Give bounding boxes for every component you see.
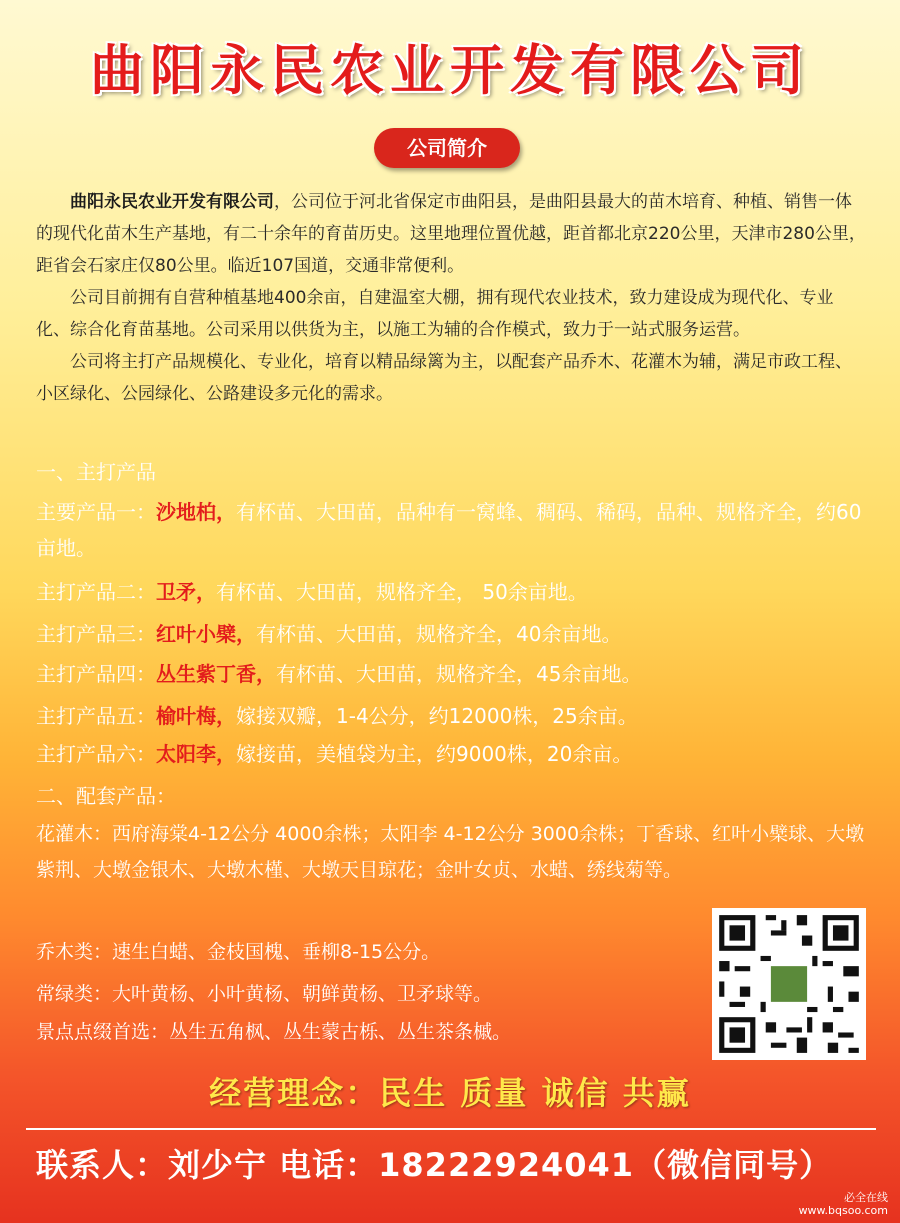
product-desc: 嫁接苗，美植袋为主，约9000株，20余亩。 xyxy=(236,742,633,766)
intro-badge: 公司简介 xyxy=(374,128,520,168)
qr-code-icon xyxy=(712,908,866,1060)
watermark xyxy=(799,1191,888,1217)
product-label: 主要产品一： xyxy=(36,500,156,524)
intro-paragraph-1 xyxy=(36,186,866,282)
product-item xyxy=(36,616,876,652)
support-shrubs: 花灌木：西府海棠4-12公分 4000余株；太阳李 4-12公分 3000余株；丁香球、红叶小檗球、大墩紫荆、大墩金银木、大墩木槿、大墩天目琼花；金叶女贞、水蜡、绣线菊等。 xyxy=(36,823,865,881)
company-title: 曲阳永民农业开发有限公司 xyxy=(90,38,810,102)
watermark-brand: 必全在线 xyxy=(844,1191,888,1204)
intro-text xyxy=(36,186,866,410)
product-item xyxy=(36,698,876,734)
product-name: 卫矛， xyxy=(156,580,216,604)
support-landscape: 景点点缀首选：丛生五角枫、丛生蒙古栎、丛生茶条槭。 xyxy=(36,1021,512,1043)
product-desc: 有杯苗、大田苗，规格齐全， 50余亩地。 xyxy=(216,580,588,604)
watermark-url: www.bqsoo.com xyxy=(798,1204,888,1217)
product-label: 主打产品四： xyxy=(36,662,156,686)
support-evergreens: 常绿类：大叶黄杨、小叶黄杨、朝鲜黄杨、卫矛球等。 xyxy=(36,983,493,1005)
product-name: 丛生紫丁香， xyxy=(156,662,276,686)
contact-info: 联系人：刘少宁 电话：18222924041（微信同号） xyxy=(36,1146,833,1184)
product-item xyxy=(36,736,876,772)
product-desc: 有杯苗、大田苗，规格齐全，40余亩地。 xyxy=(256,622,622,646)
product-name: 太阳李， xyxy=(156,742,236,766)
product-name: 榆叶梅， xyxy=(156,704,236,728)
product-item xyxy=(36,574,876,610)
product-label: 主打产品五： xyxy=(36,704,156,728)
section-support-products: 二、配套产品： xyxy=(36,784,176,808)
divider-line xyxy=(26,1128,876,1130)
product-desc: 有杯苗、大田苗，品种有一窝蜂、稠码、稀码，品种、规格齐全，约60亩地。 xyxy=(36,500,862,560)
intro-p1-text: ，公司位于河北省保定市曲阳县，是曲阳县最大的苗木培育、种植、销售一体的现代化苗木生产基地，有二十余年的育苗历史。这里地理位置优越，距首都北京220公里，天津市280公里，距省会石家庄仅80公里。临近107国道，交通非常便利。 xyxy=(36,192,866,276)
product-label: 主打产品二： xyxy=(36,580,156,604)
product-name: 沙地柏， xyxy=(156,500,236,524)
intro-paragraph-2: 公司目前拥有自营种植基地400余亩，自建温室大棚，拥有现代农业技术，致力建设成为现代化、专业化、综合化育苗基地。公司采用以供货为主，以施工为辅的合作模式，致力于一站式服务运营。 xyxy=(36,288,834,340)
product-label: 主打产品六： xyxy=(36,742,156,766)
product-label: 主打产品三： xyxy=(36,622,156,646)
product-desc: 嫁接双瓣，1-4公分，约12000株，25余亩。 xyxy=(236,704,638,728)
intro-paragraph-3: 公司将主打产品规模化、专业化，培育以精品绿篱为主，以配套产品乔木、花灌木为辅，满足市政工程、小区绿化、公园绿化、公路建设多元化的需求。 xyxy=(36,352,852,404)
product-desc: 有杯苗、大田苗，规格齐全，45余亩地。 xyxy=(276,662,642,686)
support-trees: 乔木类：速生白蜡、金枝国槐、垂柳8-15公分。 xyxy=(36,941,441,963)
business-motto: 经营理念：民生 质量 诚信 共赢 xyxy=(209,1074,691,1112)
product-name: 红叶小檗， xyxy=(156,622,256,646)
product-item xyxy=(36,494,876,566)
product-item xyxy=(36,656,876,692)
section-main-products: 一、主打产品 xyxy=(36,460,156,484)
intro-company-name: 曲阳永民农业开发有限公司 xyxy=(70,192,274,212)
